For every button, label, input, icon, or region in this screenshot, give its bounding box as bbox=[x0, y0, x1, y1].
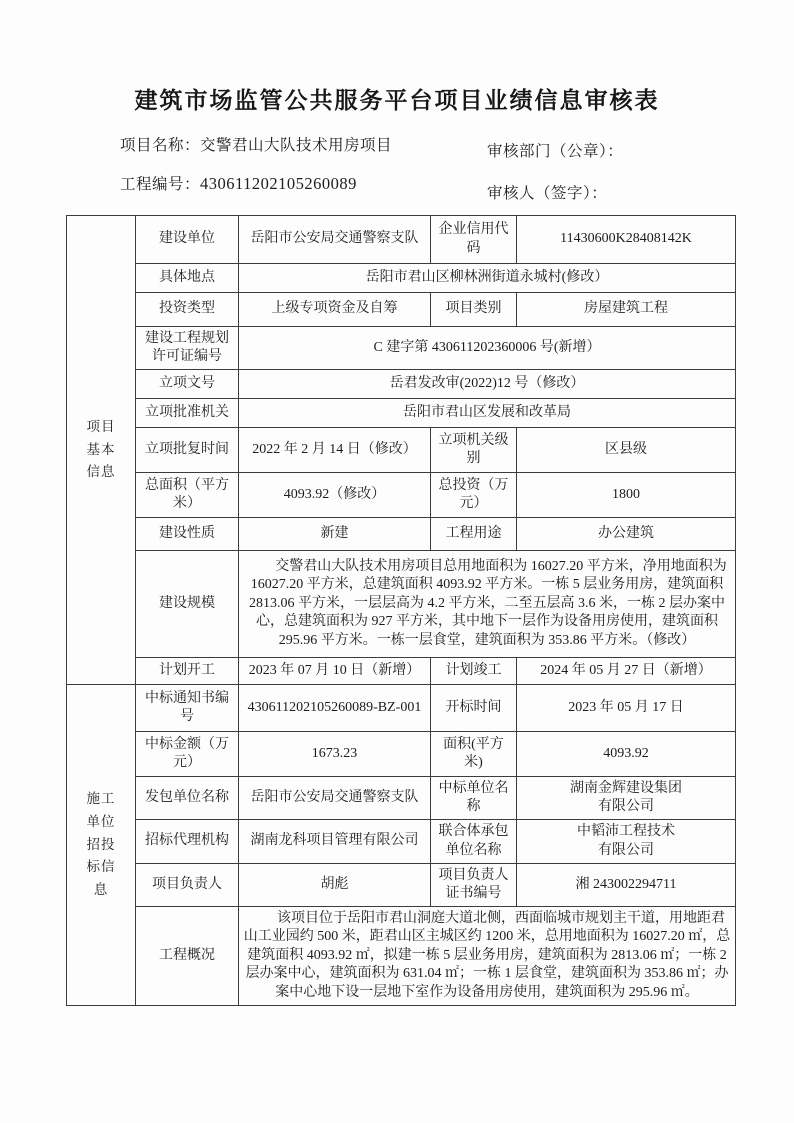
overview-label: 工程概况 bbox=[136, 907, 239, 1006]
manager-value: 胡彪 bbox=[239, 864, 431, 907]
plan-finish-value: 2024 年 05 月 27 日（新增） bbox=[517, 658, 736, 685]
section-basic-info-label: 项目基本信息 bbox=[86, 418, 116, 480]
total-invest-value: 1800 bbox=[517, 473, 736, 518]
row-overview bbox=[67, 907, 736, 1006]
planning-permit-value: C 建字第 430611202360006 号(新增） bbox=[239, 327, 736, 370]
approval-org-level-value: 区县级 bbox=[517, 428, 736, 473]
row-build-scale bbox=[67, 551, 736, 658]
row-manager bbox=[67, 864, 736, 907]
planning-permit-label: 建设工程规划许可证编号 bbox=[136, 327, 239, 370]
row-approval-time bbox=[67, 428, 736, 473]
total-area-label: 总面积（平方米） bbox=[136, 473, 239, 518]
section-bidding-info-label: 施工单位招投标信息 bbox=[86, 790, 116, 898]
location-value: 岳阳市君山区柳林洲街道永城村(修改） bbox=[239, 264, 736, 293]
total-invest-label: 总投资（万元） bbox=[431, 473, 517, 518]
consortium-value: 中韬沛工程技术有限公司 bbox=[517, 820, 736, 864]
build-nature-value: 新建 bbox=[239, 518, 431, 551]
row-approval-doc bbox=[67, 370, 736, 399]
plan-start-value: 2023 年 07 月 10 日（新增） bbox=[239, 658, 431, 685]
bid-open-time-label: 开标时间 bbox=[431, 685, 517, 732]
project-code-label: 工程编号： bbox=[120, 176, 201, 193]
project-code-line bbox=[120, 172, 357, 194]
approval-time-value: 2022 年 2 月 14 日（修改） bbox=[239, 428, 431, 473]
build-scale-label: 建设规模 bbox=[136, 551, 239, 658]
project-name-line bbox=[120, 133, 392, 155]
project-code-value: 430611202105260089 bbox=[200, 174, 357, 193]
usage-label: 工程用途 bbox=[431, 518, 517, 551]
winner-name-label: 中标单位名称 bbox=[431, 777, 517, 820]
bid-notice-label: 中标通知书编号 bbox=[136, 685, 239, 732]
row-bid-notice bbox=[67, 685, 736, 732]
bid-area-value: 4093.92 bbox=[517, 732, 736, 777]
approval-doc-value: 岳君发改审(2022)12 号（修改） bbox=[239, 370, 736, 399]
row-bid-amount bbox=[67, 732, 736, 777]
manager-cert-label: 项目负责人证书编号 bbox=[431, 864, 517, 907]
approval-org-value: 岳阳市君山区发展和改革局 bbox=[239, 399, 736, 428]
manager-label: 项目负责人 bbox=[136, 864, 239, 907]
winner-name-value: 湖南金辉建设集团有限公司 bbox=[517, 777, 736, 820]
review-table bbox=[66, 215, 736, 1006]
issuer-label: 发包单位名称 bbox=[136, 777, 239, 820]
approval-org-level-label: 立项机关级别 bbox=[431, 428, 517, 473]
approval-org-label: 立项批准机关 bbox=[136, 399, 239, 428]
review-dept-label: 审核部门（公章）： bbox=[487, 143, 624, 160]
section-basic-info bbox=[67, 216, 136, 685]
agency-value: 湖南龙科项目管理有限公司 bbox=[239, 820, 431, 864]
total-area-value: 4093.92（修改） bbox=[239, 473, 431, 518]
build-nature-label: 建设性质 bbox=[136, 518, 239, 551]
credit-code-value: 11430600K28408142K bbox=[517, 216, 736, 264]
invest-type-label: 投资类型 bbox=[136, 293, 239, 327]
overview-value: 该项目位于岳阳市君山洞庭大道北侧，西面临城市规划主干道，用地距君山工业园约 500 米，距君山区主城区约 1200 米，总用地面积为 16027.20 ㎡，总建筑面积 4093.92 ㎡，拟建一栋 5 层业务用房，建筑面积为 2813.06 ㎡；一栋 2 层办案中心，建筑面积为 631.04 ㎡；一栋 1 层食堂，建筑面积为 353.86 ㎡；办案中心地下设一层地下室作为设备用房使用，建筑面积为 295.96 ㎡。 bbox=[239, 907, 736, 1006]
row-approval-org bbox=[67, 399, 736, 428]
section-bidding-info bbox=[67, 685, 136, 1006]
manager-cert-value: 湘 243002294711 bbox=[517, 864, 736, 907]
row-planning-permit bbox=[67, 327, 736, 370]
project-name-label: 项目名称： bbox=[120, 137, 201, 154]
row-location bbox=[67, 264, 736, 293]
bid-amount-label: 中标金额（万元） bbox=[136, 732, 239, 777]
reviewer-label: 审核人（签字）： bbox=[487, 185, 608, 202]
row-agency bbox=[67, 820, 736, 864]
bid-open-time-value: 2023 年 05 月 17 日 bbox=[517, 685, 736, 732]
credit-code-label: 企业信用代码 bbox=[431, 216, 517, 264]
row-build-unit bbox=[67, 216, 736, 264]
row-plan-start bbox=[67, 658, 736, 685]
plan-finish-label: 计划竣工 bbox=[431, 658, 517, 685]
build-unit-value: 岳阳市公安局交通警察支队 bbox=[239, 216, 431, 264]
page-title: 建筑市场监管公共服务平台项目业绩信息审核表 bbox=[134, 87, 660, 113]
consortium-label: 联合体承包单位名称 bbox=[431, 820, 517, 864]
approval-time-label: 立项批复时间 bbox=[136, 428, 239, 473]
project-category-value: 房屋建筑工程 bbox=[517, 293, 736, 327]
project-category-label: 项目类别 bbox=[431, 293, 517, 327]
project-name-value: 交警君山大队技术用房项目 bbox=[200, 137, 393, 154]
plan-start-label: 计划开工 bbox=[136, 658, 239, 685]
row-invest-type bbox=[67, 293, 736, 327]
usage-value: 办公建筑 bbox=[517, 518, 736, 551]
bid-notice-value: 430611202105260089-BZ-001 bbox=[239, 685, 431, 732]
bid-area-label: 面积(平方米) bbox=[431, 732, 517, 777]
issuer-value: 岳阳市公安局交通警察支队 bbox=[239, 777, 431, 820]
location-label: 具体地点 bbox=[136, 264, 239, 293]
row-build-nature bbox=[67, 518, 736, 551]
row-total-area bbox=[67, 473, 736, 518]
build-scale-value: 交警君山大队技术用房项目总用地面积为 16027.20 平方米，净用地面积为 16027.20 平方米，总建筑面积 4093.92 平方米。一栋 5 层业务用房，建筑面积 2813.06 平方米，一层层高为 4.2 平方米，二至五层高 3.6 米，一栋 2 层办案中心，总建筑面积为 927 平方米，其中地下一层作为设备用房使用，建筑面积 295.96 平方米。一栋一层食堂，建筑面积为 353.86 平方米。（修改） bbox=[239, 551, 736, 658]
invest-type-value: 上级专项资金及自筹 bbox=[239, 293, 431, 327]
approval-doc-label: 立项文号 bbox=[136, 370, 239, 399]
agency-label: 招标代理机构 bbox=[136, 820, 239, 864]
row-issuer bbox=[67, 777, 736, 820]
bid-amount-value: 1673.23 bbox=[239, 732, 431, 777]
build-unit-label: 建设单位 bbox=[136, 216, 239, 264]
